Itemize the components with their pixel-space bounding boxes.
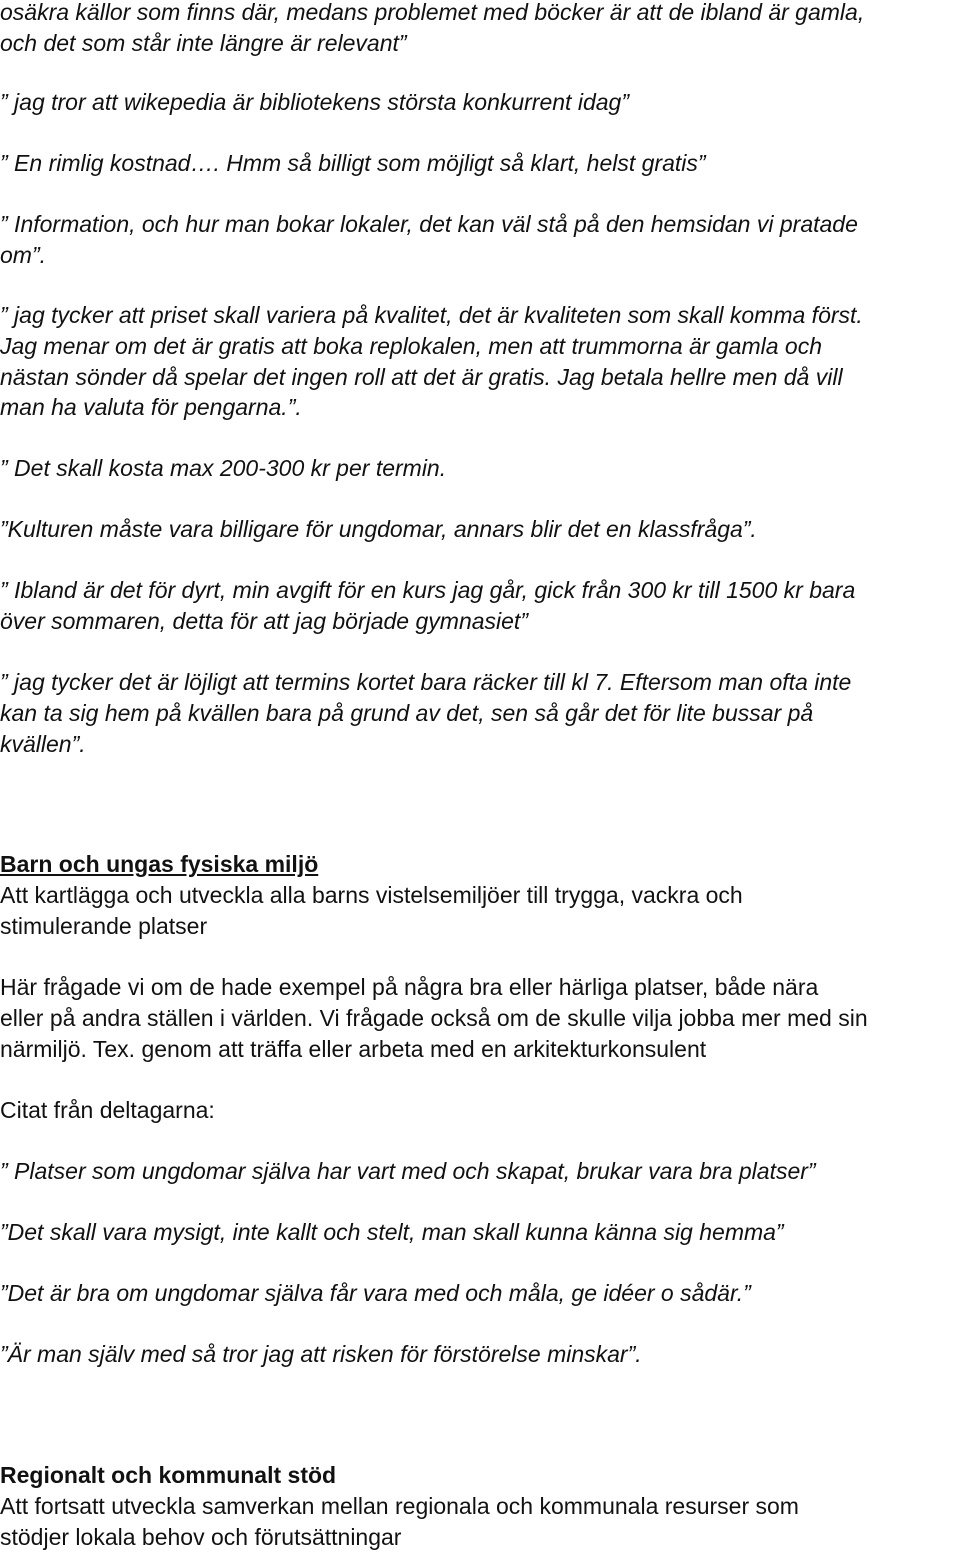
- quote-line: kan ta sig hem på kvällen bara på grund av det, sen så går det för lite bussar på: [0, 700, 814, 726]
- section-goal-line: Att fortsatt utveckla samverkan mellan regionala och kommunala resurser som: [0, 1493, 799, 1519]
- body-line: närmiljö. Tex. genom att träffa eller arbeta med en arkitekturkonsulent: [0, 1036, 707, 1062]
- quote-line: man ha valuta för pengarna.”.: [0, 394, 302, 420]
- section-heading: Regionalt och kommunalt stöd: [0, 1462, 337, 1488]
- quote-line: kvällen”.: [0, 731, 86, 757]
- quote-line: om”.: [0, 242, 46, 268]
- body-line: Här frågade vi om de hade exempel på några bra eller härliga platser, både nära: [0, 974, 819, 1000]
- quote-line: ” jag tror att wikepedia är bibliotekens största konkurrent idag”: [0, 89, 629, 115]
- quote-line: ” Ibland är det för dyrt, min avgift för en kurs jag går, gick från 300 kr till 1500 kr bara: [0, 577, 856, 603]
- quote-line: ” jag tycker att priset skall variera på kvalitet, det är kvaliteten som skall komma först.: [0, 302, 863, 328]
- section-goal-line: Att kartlägga och utveckla alla barns vistelsemiljöer till trygga, vackra och: [0, 882, 743, 908]
- body-line: eller på andra ställen i världen. Vi frågade också om de skulle vilja jobba mer med sin: [0, 1005, 868, 1031]
- quote-line: ”Kulturen måste vara billigare för ungdomar, annars blir det en klassfråga”.: [0, 516, 757, 542]
- quote-line: och det som står inte längre är relevant”: [0, 30, 407, 56]
- section-heading: Barn och ungas fysiska miljö: [0, 851, 319, 877]
- citat-label: Citat från deltagarna:: [0, 1097, 215, 1123]
- section-goal-line: stödjer lokala behov och förutsättningar: [0, 1524, 402, 1550]
- quote-line: ” En rimlig kostnad…. Hmm så billigt som möjligt så klart, helst gratis”: [0, 150, 706, 176]
- quote-line: ”Det skall vara mysigt, inte kallt och stelt, man skall kunna känna sig hemma”: [0, 1219, 784, 1245]
- quote-line: nästan sönder då spelar det ingen roll att det är gratis. Jag betala hellre men då vill: [0, 364, 843, 390]
- quote-line: över sommaren, detta för att jag började gymnasiet”: [0, 608, 528, 634]
- quote-line: ” Information, och hur man bokar lokaler, det kan väl stå på den hemsidan vi pratade: [0, 211, 858, 237]
- section-goal-line: stimulerande platser: [0, 913, 208, 939]
- quote-line: ”Det är bra om ungdomar själva får vara med och måla, ge idéer o sådär.”: [0, 1280, 751, 1306]
- quote-line: ” jag tycker det är löjligt att termins kortet bara räcker till kl 7. Eftersom man ofta inte: [0, 669, 852, 695]
- quote-line: ” Det skall kosta max 200-300 kr per termin.: [0, 455, 447, 481]
- quote-line: Jag menar om det är gratis att boka replokalen, men att trummorna är gamla och: [0, 333, 823, 359]
- quote-line: ” Platser som ungdomar själva har vart med och skapat, brukar vara bra platser”: [0, 1158, 816, 1184]
- quote-line: ”Är man själv med så tror jag att risken för förstörelse minskar”.: [0, 1341, 642, 1367]
- quote-line: osäkra källor som finns där, medans problemet med böcker är att de ibland är gamla,: [0, 0, 865, 25]
